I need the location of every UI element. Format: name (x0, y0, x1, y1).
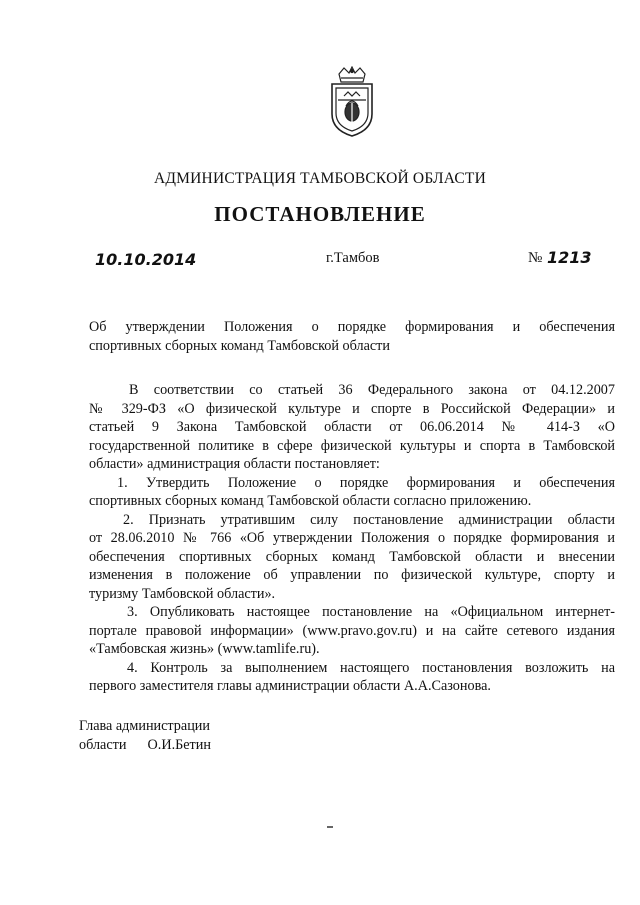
body-line: обеспечения спортивных сборных команд Тамбовской области и внесении (89, 548, 615, 565)
body-line: туризму Тамбовской области». (89, 585, 276, 602)
item-1-paragraph (89, 474, 615, 511)
document-number-value: 1213 (547, 248, 592, 267)
document-body (89, 381, 615, 696)
document-city: г.Тамбов (326, 250, 380, 266)
coat-of-arms-emblem (327, 66, 377, 138)
preamble-paragraph (89, 381, 615, 474)
subject-line: Об утверждении Положения о порядке формирования и обеспечения (89, 319, 615, 335)
document-number-label: № (528, 250, 543, 266)
document-subject (89, 318, 615, 355)
page-mark (327, 826, 333, 828)
body-line: 3. Опубликовать настоящее постановление на «Официальном интернет- (127, 604, 615, 620)
body-line: «Тамбовская жизнь» (www.tamlife.ru). (89, 641, 320, 657)
body-line: статьей 9 Закона Тамбовской области от 06.06.2014 № 414-З «О (89, 419, 615, 435)
body-line: области» администрация области постановляет: (89, 456, 380, 472)
body-line: 4. Контроль за выполнением настоящего постановления возложить на (127, 659, 615, 676)
item-2-paragraph (89, 511, 615, 604)
body-line: портале правовой информации» (www.pravo.gov.ru) и на сайте сетевого издания (89, 622, 615, 639)
signatory-title: Глава администрации (79, 718, 210, 734)
body-line: № 329-ФЗ «О физической культуре и спорте в Российской Федерации» и (89, 400, 615, 417)
document-date: 10.10.2014 (95, 250, 197, 269)
signatory-name: О.И.Бетин (147, 737, 211, 753)
signature-block (79, 717, 211, 755)
body-line: от 28.06.2010 № 766 «Об утверждении Положения о порядке формирования и (89, 530, 615, 546)
body-line: изменения в положение об управлении по физической культуре, спорту и (89, 567, 615, 583)
document-type-title: ПОСТАНОВЛЕНИЕ (214, 202, 426, 226)
subject-line: спортивных сборных команд Тамбовской области (89, 337, 390, 354)
body-line: первого заместителя главы администрации области А.А.Сазонова. (89, 678, 491, 694)
organization-name: АДМИНИСТРАЦИЯ ТАМБОВСКОЙ ОБЛАСТИ (154, 170, 486, 187)
body-line: 2. Признать утратившим силу постановление администрации области (123, 511, 615, 528)
body-line: государственной политике в сфере физической культуры и спорта в Тамбовской (89, 437, 615, 454)
body-line: спортивных сборных команд Тамбовской области согласно приложению. (89, 493, 532, 509)
body-line: 1. Утвердить Положение о порядке формирования и обеспечения (117, 474, 615, 491)
body-line: В соответствии со статьей 36 Федерального закона от 04.12.2007 (129, 382, 615, 398)
item-3-paragraph (89, 603, 615, 659)
item-4-paragraph (89, 659, 615, 696)
signatory-region: области (79, 737, 127, 753)
signatory-title-line2 (79, 736, 211, 755)
